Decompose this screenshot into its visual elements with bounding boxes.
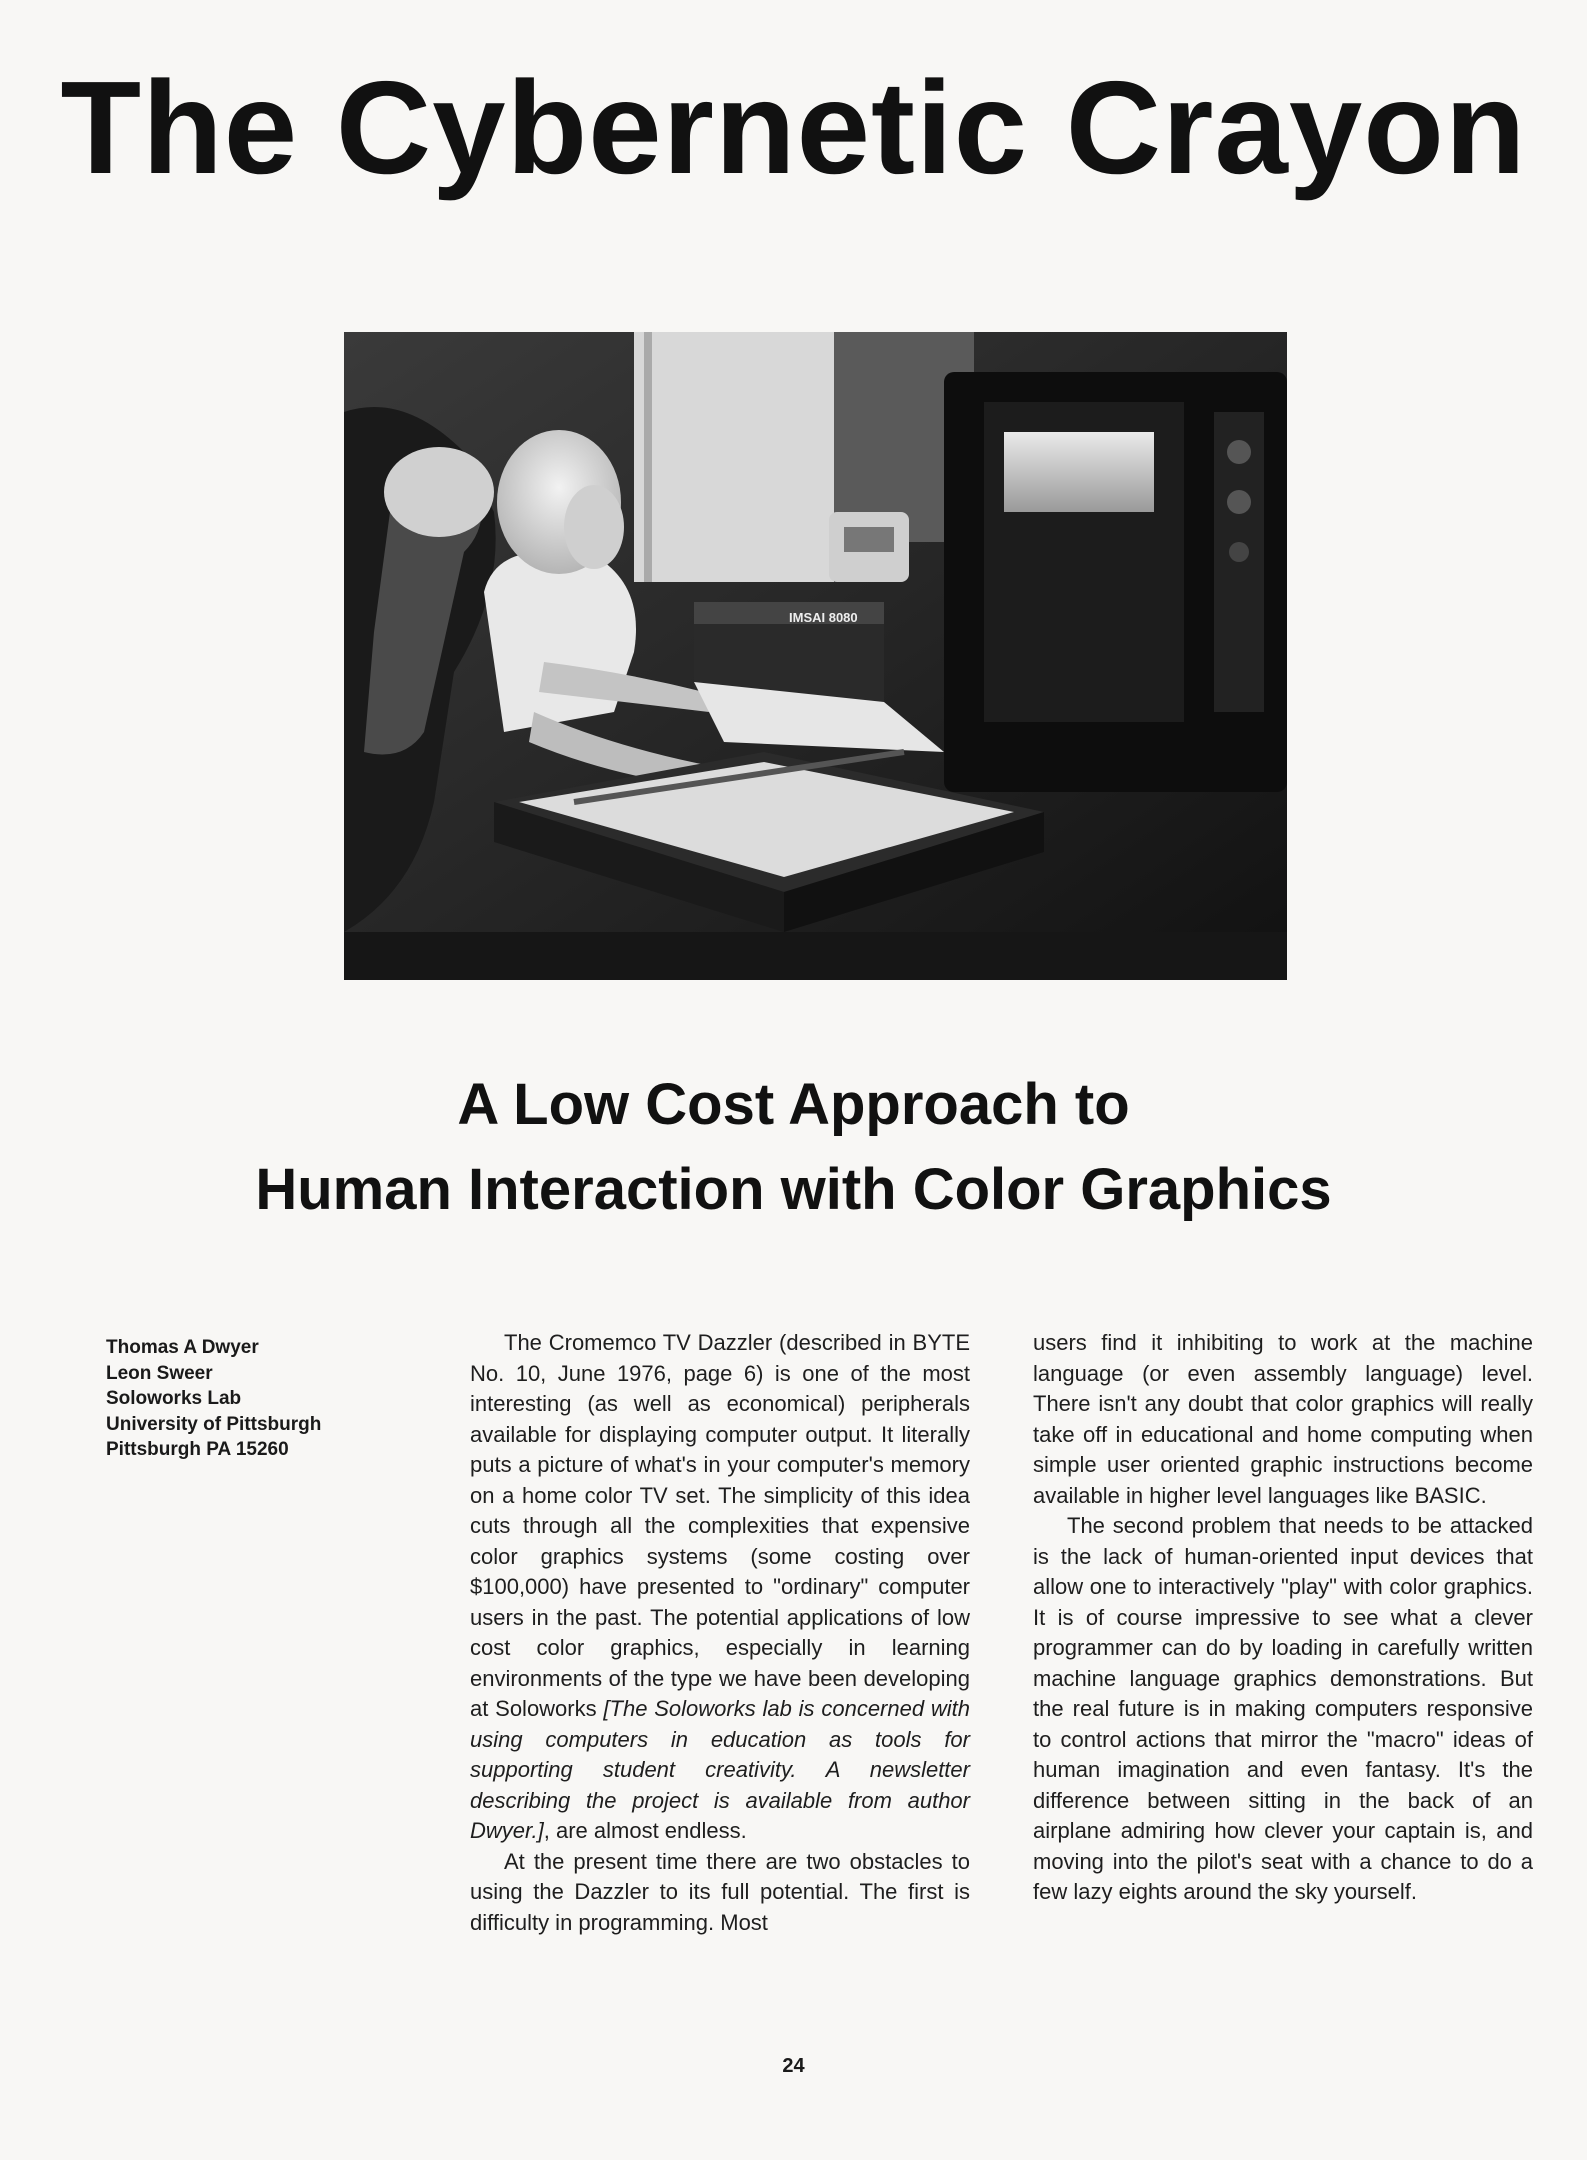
body-paragraph: The second problem that needs to be attacked is the lack of human-oriented input devices that allow one to interactively "play" with color graphics. It is of course impressive to see what a clever programmer can do by loading in carefully written machine language graphics demonstrations. But the real future is in making computers responsive to control actions that mirror the "macro" ideas of human imagination and even fantasy. It's the difference between sitting in the back of an airplane admiring how clever your captain is, and moving into the pilot's seat with a chance to do a few lazy eights around the sky yourself. [1033,1513,1533,1904]
author-affiliation: Soloworks Lab [106,1388,242,1409]
body-paragraph: users find it inhibiting to work at the machine language (or even assembly language) level. There isn't any doubt that color graphics will really take off in educational and home computing when simple user oriented graphic instructions become available in higher level languages like BASIC. [1033,1330,1533,1508]
article-photo [344,332,1287,980]
author-block [106,1335,386,1463]
author-name: Thomas A Dwyer [106,1337,259,1358]
paragraph-text: , are almost endless. [543,1818,747,1843]
author-address: Pittsburgh PA 15260 [106,1439,289,1460]
photo-illustration [344,332,1287,980]
page-number: 24 [782,2055,805,2077]
subtitle-line-2: Human Interaction with Color Graphics [255,1157,1332,1222]
author-name: Leon Sweer [106,1362,213,1384]
paragraph-text: The Cromemco TV Dazzler (described in BYTE No. 10, June 1976, page 6) is one of the most interesting (as well as economical) peripherals available for displaying computer output. It literally puts a picture of what's in your computer's memory on a home color TV set. The simplicity of this idea cuts through all the complexities that expensive color graphics systems (some costing over $100,000) have presented to "ordinary" computer users in the past. The potential applications of low cost color graphics, especially in learning environments of the type we have been developing at Soloworks [470,1330,970,1721]
body-column-2 [1033,1328,1533,1908]
body-paragraph: At the present time there are two obstacles to using the Dazzler to its full potential. The first is difficulty in programming. Most [470,1848,970,1935]
article-title: The Cybernetic Crayon [60,54,1527,201]
subtitle-line-1: A Low Cost Approach to [457,1072,1130,1137]
article-subtitle [0,1062,1587,1232]
computer-label: IMSAI 8080 [789,610,858,625]
body-paragraph [470,1328,970,1847]
editor-note: [The Soloworks lab is concerned with using computers in education as tools for supporting student creativity. A newsletter describing the project is available from author Dwyer.] [470,1696,970,1843]
body-column-1 [470,1328,970,1938]
author-affiliation: University of Pittsburgh [106,1413,322,1435]
